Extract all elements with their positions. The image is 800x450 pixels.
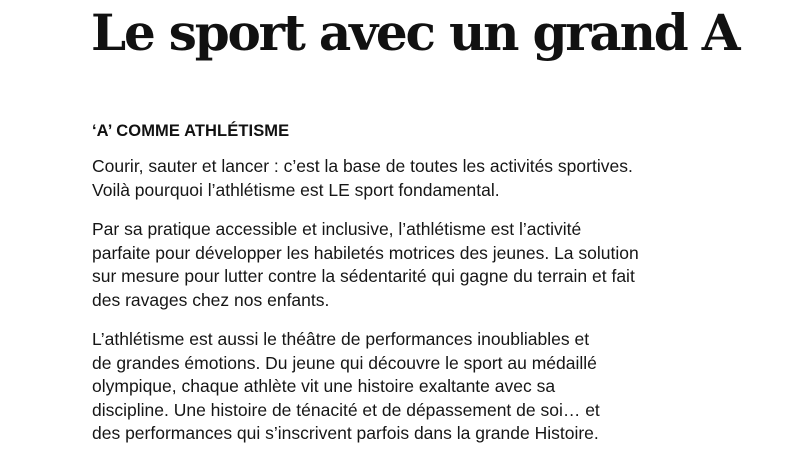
paragraph-line: L’athlétisme est aussi le théâtre de performances inoubliables et <box>92 329 590 349</box>
paragraph-line: Courir, sauter et lancer : c’est la base de toutes les activités sportives. <box>92 156 633 176</box>
paragraph-line: sur mesure pour lutter contre la sédentarité qui gagne du terrain et fait <box>92 266 635 286</box>
paragraph-2 <box>92 218 639 312</box>
paragraph-line: des ravages chez nos enfants. <box>92 289 330 310</box>
paragraph-line: parfaite pour développer les habiletés motrices des jeunes. La solution <box>92 242 639 263</box>
paragraph-3 <box>92 328 600 446</box>
paragraph-line: discipline. Une histoire de ténacité et de dépassement de soi… et <box>92 399 600 420</box>
paragraph-1 <box>92 155 633 202</box>
paragraph-line: olympique, chaque athlète vit une histoire exaltante avec sa <box>92 376 556 396</box>
page-title: Le sport avec un grand A <box>91 3 739 62</box>
section-heading: ‘A’ COMME ATHLÉTISME <box>92 122 290 140</box>
paragraph-line: de grandes émotions. Du jeune qui découvre le sport au médaillé <box>92 352 597 373</box>
paragraph-line: Voilà pourquoi l’athlétisme est LE sport fondamental. <box>92 179 500 200</box>
paragraph-line: des performances qui s’inscrivent parfois dans la grande Histoire. <box>92 423 599 443</box>
paragraph-line: Par sa pratique accessible et inclusive, l’athlétisme est l’activité <box>92 219 582 239</box>
